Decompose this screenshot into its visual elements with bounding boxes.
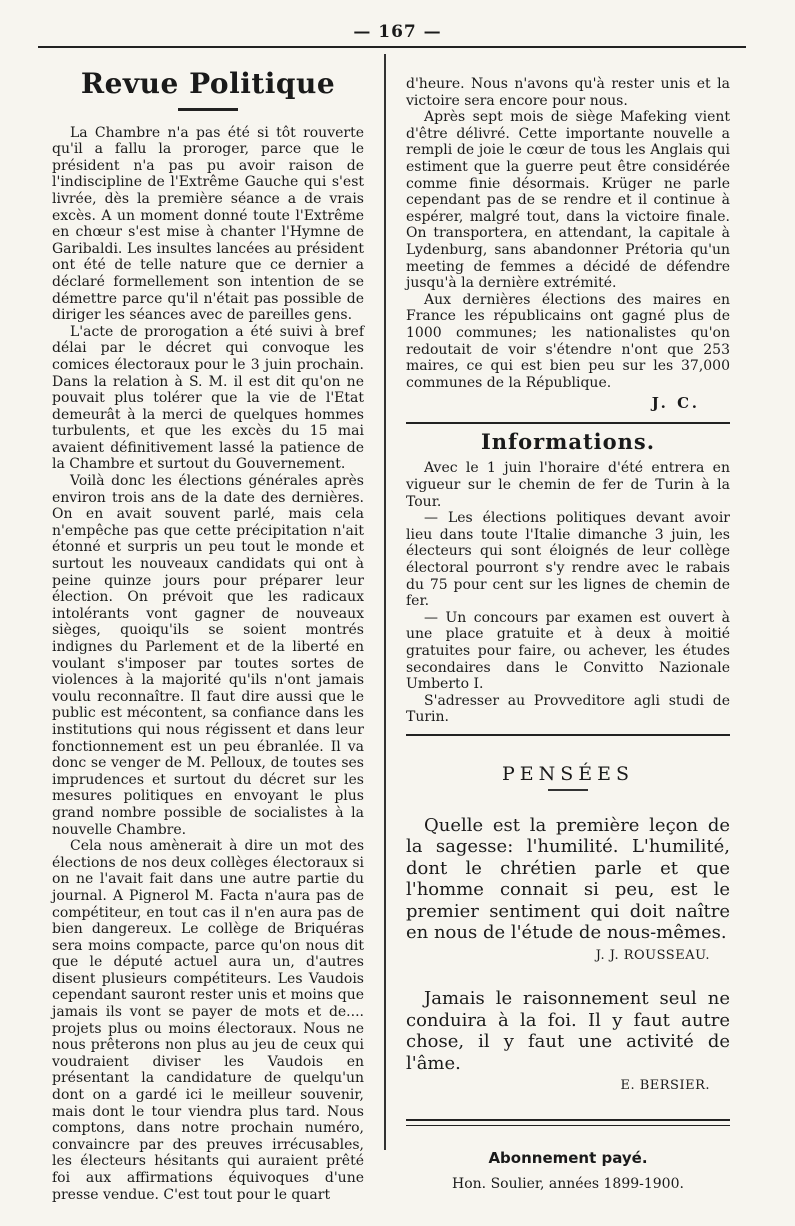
article-paragraph: Après sept mois de siège Mafeking vient d'être délivré. Cette importante nouvelle a rempli de joie le cœur de tous les Anglais qui estiment que la guerre peut être considérée comme finie désormais. Krüger ne parle cependant pas de se rendre et il continue à espérer, malgré tout, dans la victoire finale. On transportera, en attendant, la capitale à Lydenburg, sans abandonner Prétoria qu'un meeting de femmes a décidé de défendre jusqu'à la dernière extrémité.: [406, 109, 730, 292]
pensees-ornament: [548, 789, 588, 791]
page-number: — 167 —: [353, 22, 442, 42]
quote-bersier: Jamais le raisonnement seul ne conduira à la foi. Il y faut autre chose, il y faut une activité de l'âme.: [406, 988, 730, 1074]
right-column: [406, 76, 730, 1193]
article-title: Revue Politique: [80, 67, 336, 100]
quote-author: E. BERSIER.: [620, 1078, 710, 1094]
article-paragraph: Voilà donc les élections générales après environ trois ans de la date des dernières. On en avait souvent parlé, mais cela n'empêche pas que cette précipitation n'ait étonné et surpris un peu tout le monde et surtout les nouveaux candidats qui ont à peine quinze jours pour préparer leur élection. On prévoit que les radicaux intolérants vont gagner de nouveaux sièges, quoiqu'ils se soient montrés indignes du Parlement et de la liberté en voulant s'imposer par toutes sortes de violences à la majorité qu'ils n'ont jamais voulu reconnaître. Il faut dire aussi que le public est mécontent, sa confiance dans les institutions qui nous régissent et dans leur fonctionnement est un peu ébranlée. Il va donc se venger de M. Pelloux, de toutes ses imprudences et surtout du décret sur les mesures politiques en envoyant le plus grand nombre possible de socialistes à la nouvelle Chambre.: [52, 473, 364, 838]
top-rule: [38, 46, 746, 48]
pensees-title: PENSÉES: [501, 762, 635, 785]
abonnement-title: Abonnement payé.: [488, 1148, 648, 1167]
article-paragraph: d'heure. Nous n'avons qu'à rester unis et la victoire sera encore pour nous.: [406, 76, 730, 109]
section-rule: [406, 422, 730, 424]
article-paragraph: La Chambre n'a pas été si tôt rouverte qu'il a fallu la proroger, parce que le président n'a pas pu avoir raison de l'indiscipline de l'Extrême Gauche qui s'est livrée, dès la première séance a de vrais excès. A un moment donné toute l'Extrême en chœur s'est mise à chanter l'Hymne de Garibaldi. Les insultes lancées au président ont été de telle nature que ce dernier a déclaré formellement son intention de se démettre parce qu'il n'était pas possible de diriger les séances avec de pareilles gens.: [52, 124, 364, 324]
info-paragraph: S'adresser au Provveditore agli studi de Turin.: [406, 692, 730, 726]
double-rule: [406, 1119, 730, 1126]
column-divider: [384, 54, 386, 1150]
info-paragraph: — Un concours par examen est ouvert à une place gratuite et à deux à moitié gratuites pour faire, ou achever, les études secondaires dans le Convitto Nazionale Umberto I.: [406, 609, 730, 693]
quote-rousseau: Quelle est la première leçon de la sagesse: l'humilité. L'humilité, dont le chrétien parle et que l'homme connait si peu, est le premier sentiment qui doit naître en nous de l'étude de nous-mêmes.: [406, 814, 730, 944]
section-rule: [406, 734, 730, 736]
article-signature: J. C.: [651, 394, 700, 413]
quote-author: J. J. ROUSSEAU.: [595, 947, 710, 963]
abonnement-line: Hon. Soulier, années 1899-1900.: [452, 1176, 684, 1193]
info-paragraph: Avec le 1 juin l'horaire d'été entrera en vigueur sur le chemin de fer de Turin à la Tour.: [406, 460, 730, 510]
info-paragraph: — Les élections politiques devant avoir lieu dans toute l'Italie dimanche 3 juin, les électeurs qui sont éloignés de leur collège électoral pourront s'y rendre avec le rabais du 75 pour cent sur les lignes de chemin de fer.: [406, 510, 730, 610]
article-paragraph: Aux dernières élections des maires en France les républicains ont gagné plus de 1000 communes; les nationalistes qu'on redoutait de voir s'étendre n'ont que 253 maires, ce qui est bien peu sur les 37,000 communes de la République.: [406, 291, 730, 391]
informations-title: Informations.: [480, 428, 656, 454]
left-column: [52, 58, 364, 1203]
title-ornament: [178, 108, 238, 111]
article-paragraph: L'acte de prorogation a été suivi à bref délai par le décret qui convoque les comices électoraux pour le 3 juin prochain. Dans la relation à S. M. il est dit qu'on ne pouvait plus tolérer que la vie de l'Etat demeurât à la merci de quelques hommes turbulents, et que les excès du 15 mai avaient définitivement lassé la patience de la Chambre et surtout du Gouvernement.: [52, 323, 364, 473]
article-paragraph: Cela nous amènerait à dire un mot des élections de nos deux collèges électoraux si on ne l'avait fait dans une autre partie du journal. A Pignerol M. Facta n'aura pas de compétiteur, en tout cas il n'en aura pas de bien dangereux. Le collège de Briquéras sera moins compacte, parce qu'on nous dit que le député actuel aura un, d'autres disent plusieurs compétiteurs. Les Vaudois cependant sauront rester unis et moins que jamais ils vont se payer de mots et de.... projets plus ou moins électoraux. Nous ne nous prêterons non plus au jeu de ceux qui voudraient diviser les Vaudois en présentant la candidature de quelqu'un dont on a gardé ici le meilleur souvenir, mais dont le tour viendra plus tard. Nous comptons, dans notre prochain numéro, convaincre par des preuves irrécusables, les électeurs hésitants qui auraient prêté foi aux affirmations équivoques d'une presse vendue. C'est tout pour le quart: [52, 838, 364, 1203]
